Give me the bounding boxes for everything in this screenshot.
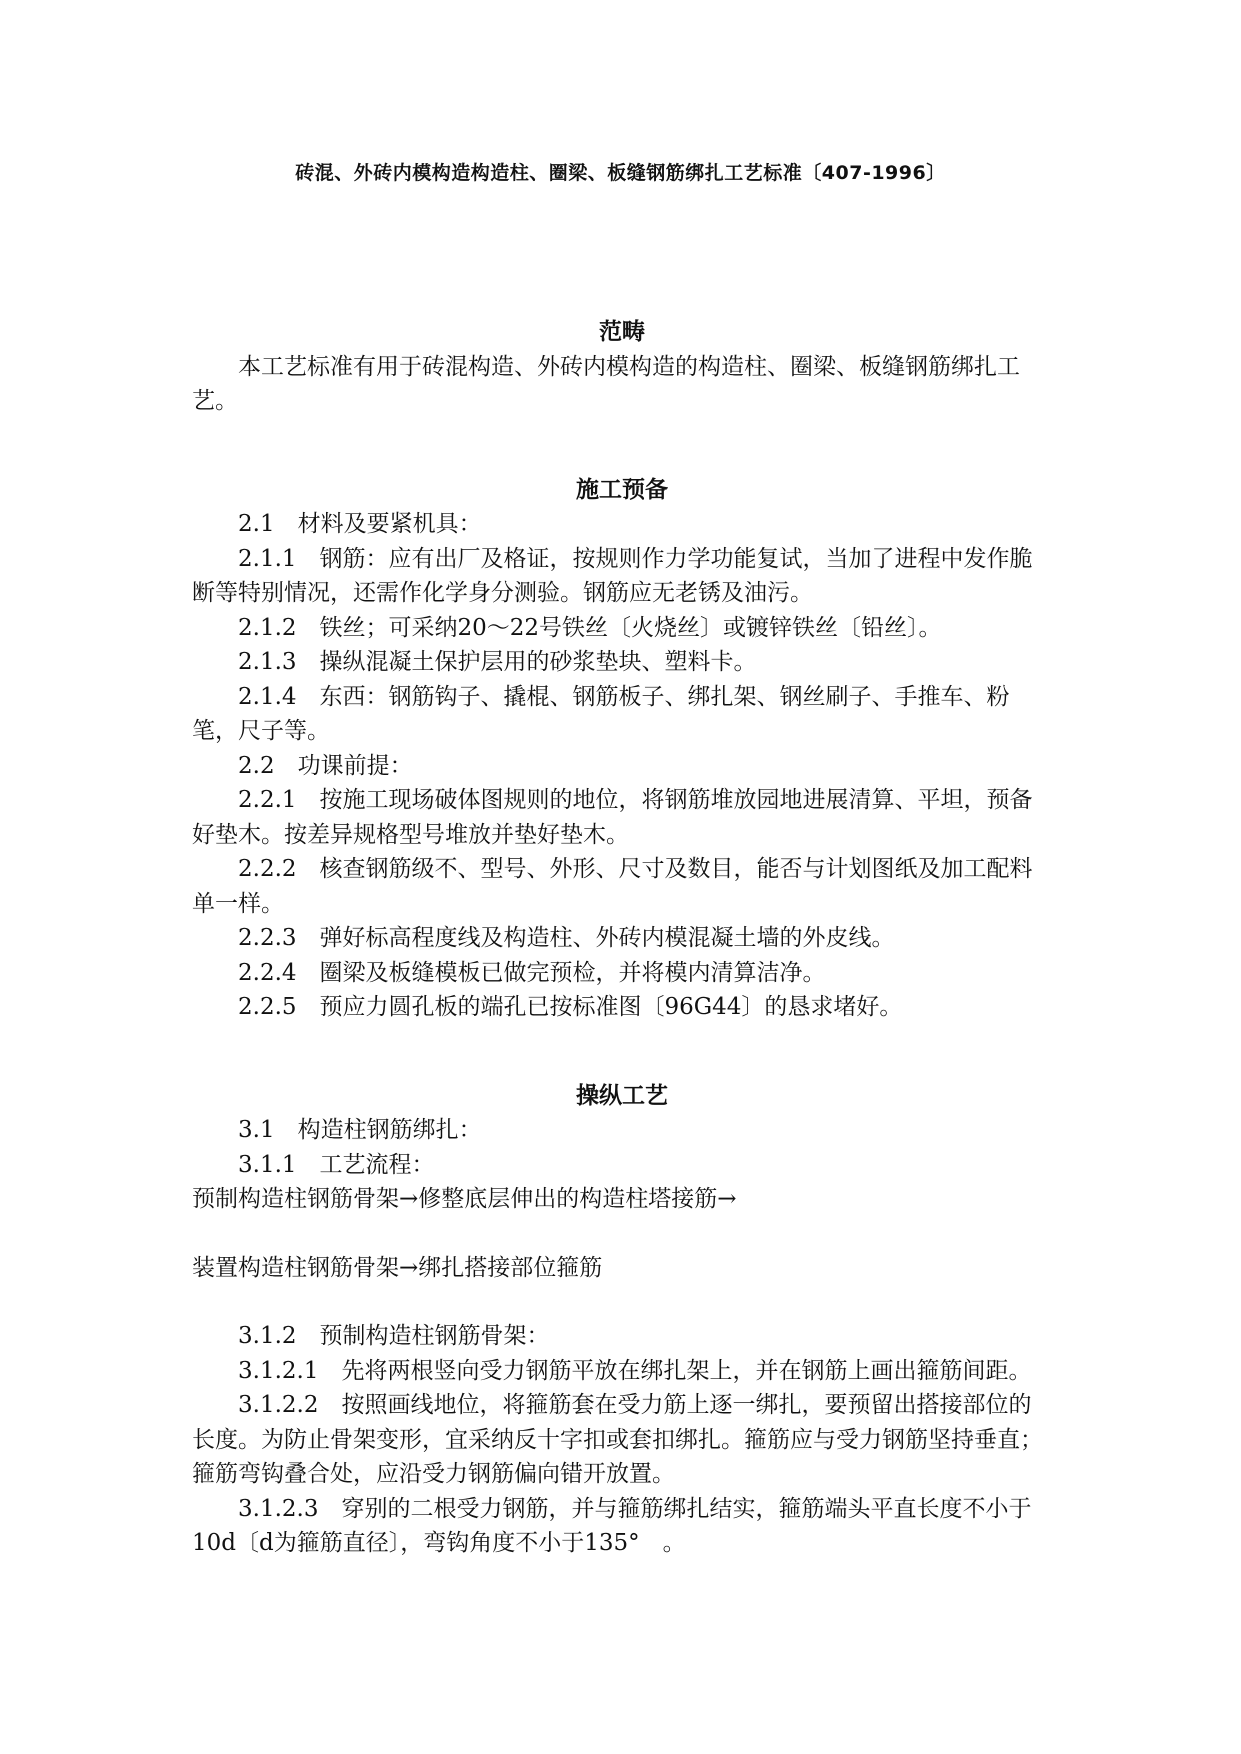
paragraph: 2.2.4 圈梁及板缝模板已做完预检，并将模内清算洁净。 [238, 959, 826, 986]
paragraph: 本工艺标准有用于砖混构造、外砖内模构造的构造柱、圈梁、板缝钢筋绑扎工艺。 [192, 353, 1020, 414]
paragraph: 3.1.2.2 按照画线地位，将箍筋套在受力筋上逐一绑扎，要预留出搭接部位的长度。为防止骨架变形，宜采纳反十字扣或套扣绑扎。箍筋应与受力钢筋坚持垂直；箍筋弯钩叠合处，应沿受力钢筋偏向错开放置。 [192, 1392, 1043, 1487]
paragraph: 3.1.2.1 先将两根竖向受力钢筋平放在绑扎架上，并在钢筋上画出箍筋间距。 [238, 1357, 1032, 1384]
paragraph: 2.1.1 钢筋：应有出厂及格证，按规则作力学功能复试，当加了进程中发作脆断等特别情况，还需作化学身分测验。钢筋应无老锈及油污。 [192, 545, 1033, 606]
paragraph: 3.1.2 预制构造柱钢筋骨架： [238, 1323, 550, 1349]
paragraph: 3.1.2.3 穿别的二根受力钢筋，并与箍筋绑扎结实，箍筋端头平直长度不小于10d〔d为箍筋直径〕，弯钩角度不小于135° 。 [192, 1495, 1032, 1556]
process-flow-line: 装置构造柱钢筋骨架→绑扎搭接部位箍筋 [192, 1254, 603, 1281]
paragraph: 2.1.4 东西：钢筋钩子、撬棍、钢筋板子、绑扎架、钢丝刷子、手推车、粉笔，尺子等。 [192, 683, 1010, 744]
paragraph: 2.1 材料及要紧机具： [238, 511, 482, 537]
paragraph: 2.2.2 核查钢筋级不、型号、外形、尺寸及数目，能否与计划图纸及加工配料单一样。 [192, 856, 1033, 917]
document-body [192, 315, 1052, 1561]
process-flow-line: 预制构造柱钢筋骨架→修整底层伸出的构造柱塔接筋→ [192, 1186, 737, 1212]
paragraph: 2.2.5 预应力圆孔板的端孔已按标准图〔96G44〕的恳求堵好。 [238, 994, 903, 1020]
paragraph: 2.2.1 按施工现场破体图规则的地位，将钢筋堆放园地进展清算、平坦，预备好垫木。按差异规格型号堆放并垫好垫木。 [192, 787, 1033, 848]
document-title: 砖混、外砖内模构造构造柱、圈梁、板缝钢筋绑扎工艺标准〔407-1996〕 [295, 162, 946, 184]
paragraph: 3.1 构造柱钢筋绑扎： [238, 1117, 482, 1143]
paragraph: 3.1.1 工艺流程： [238, 1151, 435, 1178]
section-heading-scope: 范畴 [599, 319, 645, 345]
paragraph: 2.2 功课前提： [238, 752, 413, 779]
section-heading-preparation: 施工预备 [576, 476, 668, 503]
paragraph: 2.1.3 操纵混凝土保护层用的砂浆垫块、塑料卡。 [238, 649, 757, 675]
paragraph: 2.2.3 弹好标高程度线及构造柱、外砖内模混凝土墙的外皮线。 [238, 925, 895, 951]
section-heading-operation: 操纵工艺 [576, 1082, 668, 1109]
paragraph: 2.1.2 铁丝；可采纳20～22号铁丝〔火烧丝〕或镀锌铁丝〔铅丝〕。 [238, 614, 942, 641]
